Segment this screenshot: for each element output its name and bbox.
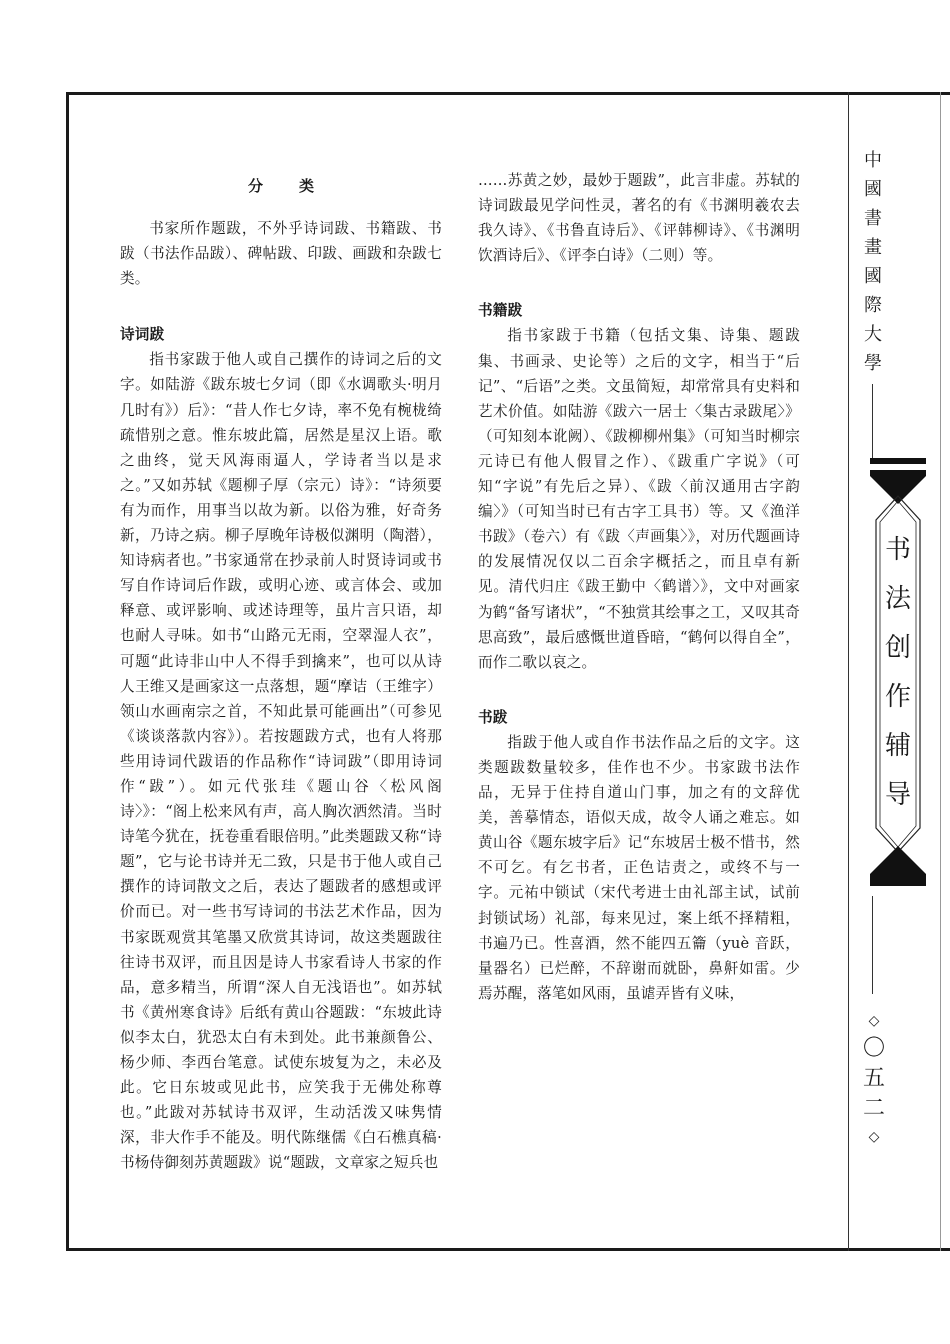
intro-paragraph: 书家所作题跋，不外乎诗词跋、书籍跋、书跋（书法作品跋）、碑帖跋、印跋、画跋和杂跋七类。 [120,220,442,288]
section-heading: 分类 [247,177,350,195]
university-char: 畫 [864,237,882,258]
book-title-char: 作 [884,682,911,712]
university-char: 學 [864,353,882,374]
book-title-char: 法 [884,584,911,614]
banner-bottom-ornament [870,846,926,880]
university-name [860,146,886,378]
sidebar-connector-line [872,384,873,458]
frame-outer-right-rule [940,92,941,1251]
paragraph-shiciba: 指书家跋于他人或自己撰作的诗词之后的文字。如陆游《跋东坡七夕词（即《水调歌头·明月几时有》）后》：“昔人作七夕诗，率不免有椀栊绮疏惜别之意。惟东坡此篇，居然是星汉上语。歌之曲终，觉天风海雨逼人，学诗者当以是求之。”又如苏轼《题柳子厚（宗元）诗》：“诗须要有为而作，用事当以故为新。以俗为雅，好奇务新，乃诗之病。柳子厚晚年诗极似渊明（陶潜），知诗病者也。”书家通常在抄录前人时贤诗词或书写自作诗词后作跋，或明心迹、或言体会、或加释意、或评影响、或述诗理等，虽片言只语，却也耐人寻味。如书“山路元无雨，空翠湿人衣”，可题“此诗非山中人不得手到擒来”，也可以从诗人王维又是画家这一点落想，题“摩诘（王维字）领山水画南宗之首，不知此景可能画出”（可参见《谈谈落款内容》）。若按题跋方式，也有人将那些用诗词代跋语的作品称作“诗词跋”（即用诗词作“跋”）。如元代张珪《题山谷〈松风阁诗〉》：“阁上松来风有声，高人胸次洒然清。当时诗笔今犹在，抚卷重看眼倍明。”此类题跋又称“诗题”，它与论书诗并无二致，只是书于他人或自己撰作的诗词散文之后，表达了题跋者的感想或评价而已。对一些书写诗词的书法艺术作品，因为书家既观赏其笔墨又欣赏其诗词，故这类题跋往往诗书双评，而且因是诗人书家看诗人书家的作品，意多精当，所谓“深人自无浅语也”。如苏轼书《黄州寒食诗》后纸有黄山谷题跋：“东坡此诗似李太白，犹恐太白有未到处。此书兼颜鲁公、杨少师、李西台笔意。试使东坡复为之，未必及此。它日东坡或见此书，应笑我于无佛处称尊也。”此跋对苏轼诗书双评，生动活泼又味隽情深，非大作手不能及。明代陈继儒《白石樵真稿·书杨侍御刻苏黄题跋》说“题跋，文章家之短兵也 [120,351,442,1172]
page-number-digit: 五 [862,1066,885,1091]
subsection-title-shuba: 书跋 [478,708,508,726]
university-char: 國 [864,266,882,287]
diamond-icon: ◇ [868,1013,880,1029]
university-char: 中 [864,150,882,171]
diamond-icon: ◇ [868,1129,880,1145]
sidebar-connector-line [872,896,873,994]
page-number [862,1008,886,1150]
university-char: 大 [864,324,882,345]
book-title-char: 导 [884,780,911,810]
banner-band [870,458,926,464]
book-title-char: 创 [884,633,911,663]
paragraph-shuba: 指跋于他人或自作书法作品之后的文字。这类题跋数量较多，佳作也不少。书家跋书法作品，无异于住持自道山门事，加之有的文辞优美，善摹情态，语似天成，故令人诵之难忘。如黄山谷《题东坡字后》记“东坡居士极不惜书，然不可乞。有乞书者，正色诘责之，或终不与一字。元祐中锁试（宋代考进士由礼部主试，试前封锁试场）礼部，每来见过，案上纸不择精粗，书遍乃已。性喜酒，然不能四五籥（yuè 音跃，量器名）已烂醉，不辞谢而就卧，鼻鼾如雷。少焉苏醒，落笔如风雨，虽谑弄皆有义味， [478,733,800,1002]
shiciba-continuation-space [478,168,800,268]
paragraph-shiciba-continued: ……苏黄之妙，最妙于题跋”，此言非虚。苏轼的诗词跋最见学问性灵，著名的有《书渊明羲农去我久诗》、《书鲁直诗后》、《评韩柳诗》、《书渊明饮酒诗后》、《评李白诗》（二则）等。 [478,172,800,265]
book-title-char: 辅 [884,731,911,761]
paragraph-shujiba: 指书家跋于书籍（包括文集、诗集、题跋集、书画录、史论等）之后的文字，相当于“后记”、“后语”之类。文虽简短，却常常具有史料和艺术价值。如陆游《跋六一居士〈集古录跋尾〉》（可知刻本讹阙）、《跋柳柳州集》（可知当时柳宗元诗已有他人假冒之作）、《跋重广字说》（可知“字说”有先后之异）、《跋〈前汉通用古字韵编〉》（可知当时已有古字工具书）等。又《渔洋书跋》（卷六）有《跋〈声画集〉》，对历代题画诗的发展情况仅以二百余字概括之，而且卓有新见。清代归庄《跋王勤中〈鹤谱〉》，文中对画家为鹤“备写诸状”，“不独赏其绘事之工，又叹其奇思高致”，最后感慨世道昏暗，“鹤何以得自全”，而作二歌以哀之。 [478,327,800,671]
book-title-char: 书 [884,535,911,565]
subsection-title-shujiba: 书籍跋 [478,302,523,320]
university-char: 書 [864,208,882,229]
university-char: 際 [864,295,882,316]
banner-band [870,880,926,886]
frame-bottom-rule [66,1248,950,1251]
frame-top-rule [66,92,950,95]
subsection-title-shiciba: 诗词跋 [120,326,165,344]
book-title [878,526,918,820]
page-number-digit: 〇 [862,1036,885,1061]
university-char: 國 [864,179,882,200]
text-column-right [478,168,800,1006]
text-column-left [120,168,442,1175]
page-number-digit: 二 [862,1096,885,1121]
frame-left-rule [66,92,69,1251]
frame-right-rule [848,92,849,1251]
